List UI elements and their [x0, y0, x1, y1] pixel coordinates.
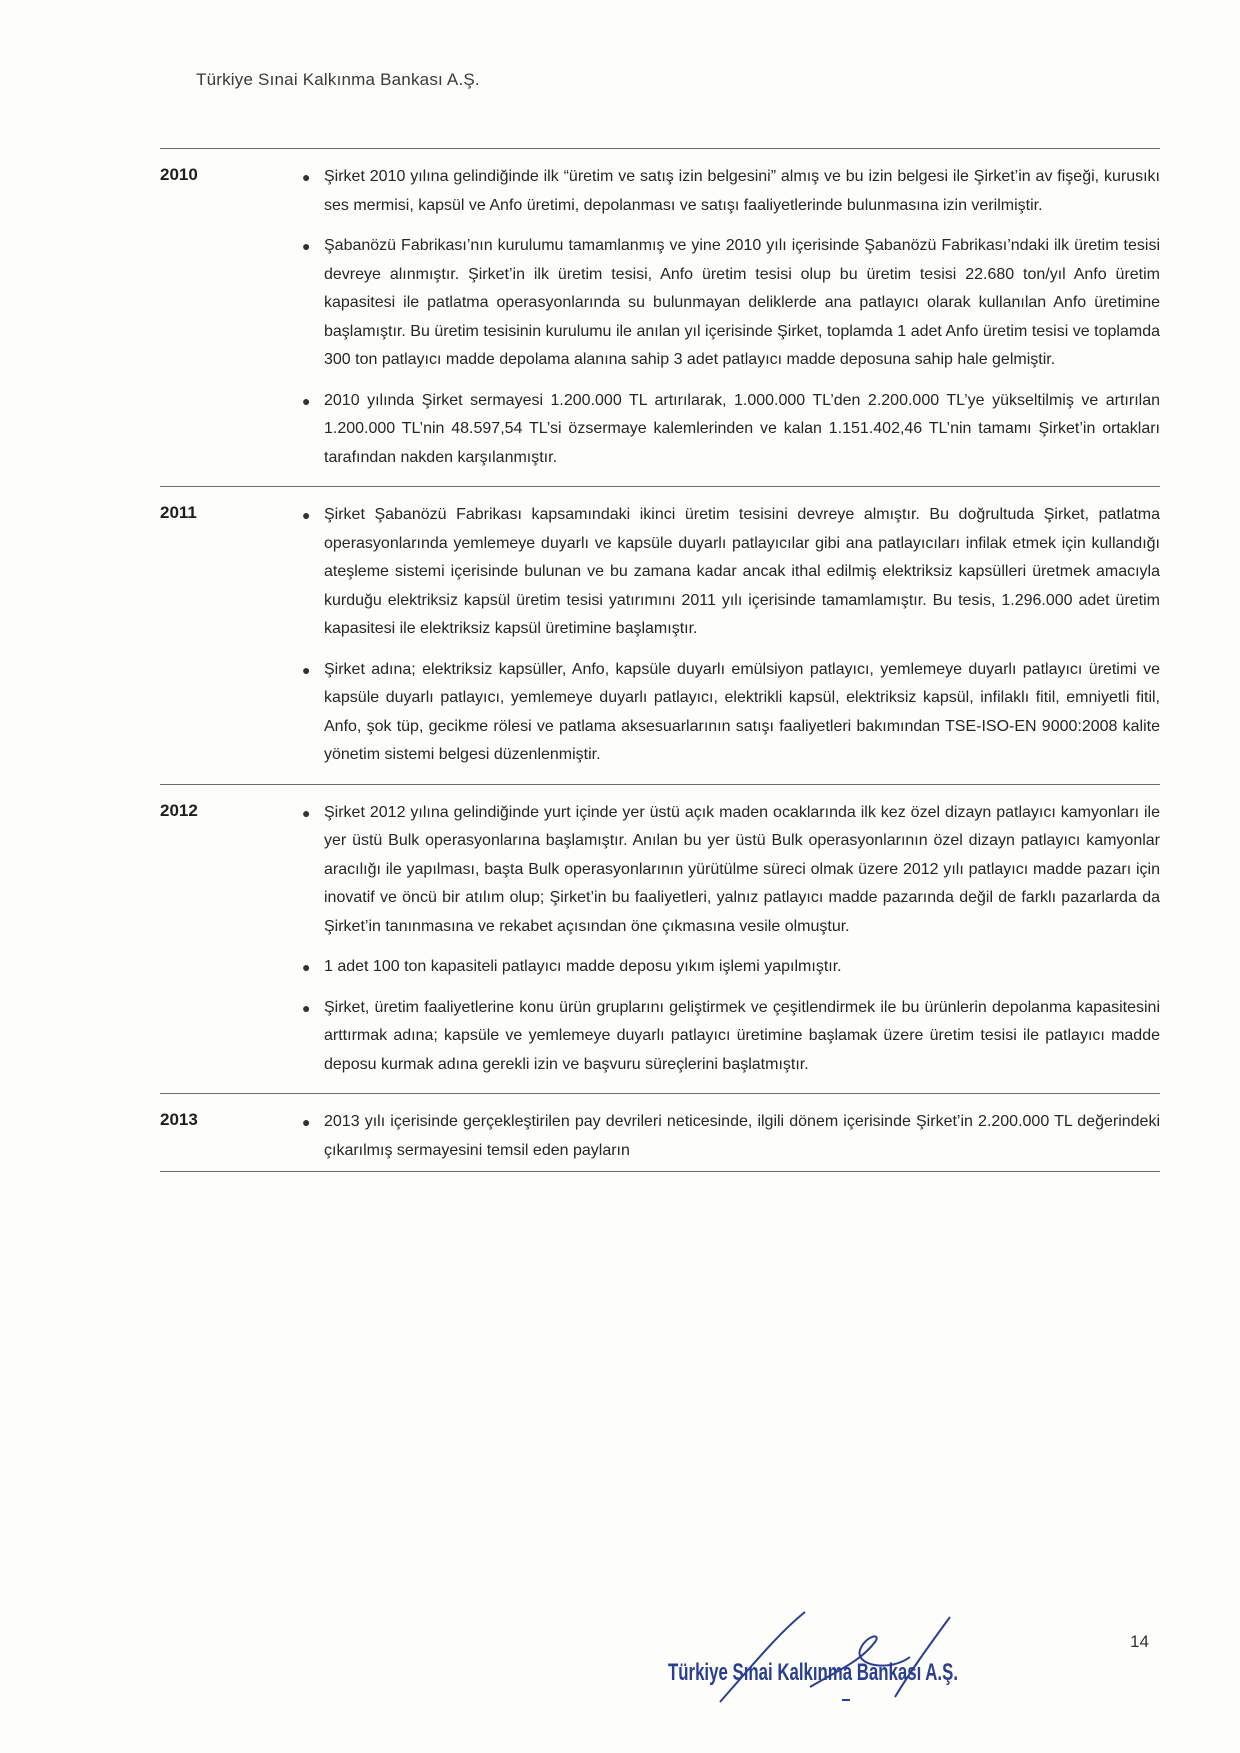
bullet-text: Şabanözü Fabrikası’nın kurulumu tamamlanmış ve yine 2010 yılı içerisinde Şabanözü Fabrikası’ndaki ilk üretim tesisi devreye alınmıştır. Şirket’in ilk üretim tesisi, Anfo üretim tesisi olup bu üretim tesisi 22.680 ton/yıl Anfo üretim kapasitesi ile patlatma operasyonlarında su bulunmayan deliklerde ana patlayıcı olarak kullanılan Anfo üretimine başlamıştır. Bu üretim tesisinin kurulumu ile anılan yıl içerisinde Şirket, toplamda 1 adet Anfo üretim tesisi ve toplamda 300 ton patlayıcı madde depolama alanına sahip 3 adet patlayıcı madde deposuna sahip hale gelmiştir. [324, 237, 1160, 368]
year-label: 2013 [160, 1110, 198, 1129]
year-block-2010 [160, 148, 1160, 486]
bullet-text: Şirket adına; elektriksiz kapsüller, Anfo, kapsüle duyarlı emülsiyon patlayıcı, yemlemeye duyarlı patlayıcı üretimi ve kapsüle duyarlı patlayıcı, yemlemeye duyarlı patlayıcı, elektrikli kapsül, elektriksiz kapsül, infilaklı fitil, emniyetli fitil, Anfo, şok tüp, gecikme rölesi ve patlama aksesuarlarının satışı faaliyetleri bakımından TSE-ISO-EN 9000:2008 kalite yönetim sistemi belgesi düzenlenmiştir. [324, 660, 1160, 763]
bullet-text: 2010 yılında Şirket sermayesi 1.200.000 TL artırılarak, 1.000.000 TL’den 2.200.000 TL’ye yükseltilmiş ve artırılan 1.200.000 TL’nin 48.597,54 TL’si özsermaye kalemlerinden ve kalan 1.151.402,46 TL’nin tamamı Şirket’in ortakları tarafından nakden karşılanmıştır. [324, 391, 1160, 466]
bullet-dot-icon: ● [302, 804, 311, 821]
year-block-2012 [160, 784, 1160, 1094]
bullet-text: Şirket 2012 yılına gelindiğinde yurt içinde yer üstü açık maden ocaklarında ilk kez özel dizayn patlayıcı kamyonları ile yer üstü Bulk operasyonlarına başlamıştır. Anılan bu yer üstü Bulk operasyonlarının özel dizayn patlayıcı kamyonlar aracılığı ile yapılması, başta Bulk operasyonlarının yürütülme süreci olmak üzere 2012 yılı patlayıcı madde pazarı için inovatif ve öncü bir atılım olup; Şirket’in bu faaliyetleri, yalnız patlayıcı madde pazarında değil de farklı pazarlarda da Şirket’in tanınmasına ve rekabet açısından öne çıkmasına vesile olmuştur. [324, 803, 1160, 935]
bullet-item [300, 656, 1160, 770]
bullet-item [300, 953, 1160, 982]
bullet-dot-icon: ● [302, 392, 311, 409]
bullet-dot-icon: ● [302, 959, 311, 975]
bullet-text: 2013 yılı içerisinde gerçekleştirilen pay devrileri neticesinde, ilgili dönem içerisinde Şirket’in 2.200.000 TL değerindeki çıkarılmış sermayesini temsil eden payların [324, 1113, 1160, 1159]
bullet-text: Şirket Şabanözü Fabrikası kapsamındaki ikinci üretim tesisini devreye almıştır. Bu doğrultuda Şirket, patlatma operasyonlarında yemlemeye duyarlı ve kapsüle duyarlı patlayıcılar gibi ana patlayıcıları infilak etmek için kullandığı ateşleme sistemi içerisinde bulunan ve bu zamana kadar ancak ithal edilmiş elektriksiz kapsülleri üretmek amacıyla kurduğu elektriksiz kapsül üretim tesisi yatırımını 2011 yılı içerisinde tamamlamıştır. Bu tesis, 1.296.000 adet üretim kapasitesi ile elektriksiz kapsül üretimine başlamıştır. [324, 506, 1160, 637]
bullet-item [300, 163, 1160, 220]
bullet-item [300, 501, 1160, 644]
bullet-item [300, 799, 1160, 942]
year-block-2013 [160, 1093, 1160, 1172]
bullet-item [300, 1108, 1160, 1165]
bullet-item [300, 387, 1160, 473]
bullet-dot-icon: ● [302, 661, 311, 678]
bullet-list [300, 799, 1160, 1080]
bullet-text: 1 adet 100 ton kapasiteli patlayıcı madde deposu yıkım işlemi yapılmıştır. [324, 958, 842, 975]
bullet-dot-icon: ● [302, 1114, 311, 1130]
timeline-table [160, 148, 1160, 1172]
year-label: 2011 [160, 503, 197, 522]
page-header: Türkiye Sınai Kalkınma Bankası A.Ş. [196, 70, 480, 89]
bullet-dot-icon: ● [302, 507, 311, 523]
bullet-list [300, 1108, 1160, 1165]
bullet-dot-icon: ● [302, 999, 311, 1016]
bullet-list [300, 163, 1160, 472]
bullet-text: Şirket, üretim faaliyetlerine konu ürün gruplarını geliştirmek ve çeşitlendirmek ile bu ürünlerin depolanma kapasitesini arttırmak adına; kapsüle ve yemlemeye duyarlı patlayıcı üretimine başlamak üzere üretim tesisi ile patlayıcı madde deposu kurmak adına gerekli izin ve başvuru süreçlerini başlatmıştır. [324, 998, 1160, 1073]
page-number: 14 [1130, 1632, 1149, 1651]
stamp-text: Türkiye Sınai Kalkınma Bankası A.Ş. [668, 1659, 958, 1686]
year-label: 2010 [160, 165, 198, 184]
year-label: 2012 [160, 800, 198, 820]
page-footer [0, 1590, 1240, 1710]
bullet-dot-icon: ● [302, 169, 311, 185]
signature-stroke [720, 1612, 805, 1702]
company-stamp-signature [660, 1602, 1010, 1712]
bullet-list [300, 501, 1160, 770]
bullet-item [300, 232, 1160, 375]
bullet-text: Şirket 2010 yılına gelindiğinde ilk “üretim ve satış izin belgesini” almış ve bu izin belgesi ile Şirket’in av fişeği, kurusıkı ses mermisi, kapsül ve Anfo üretimi, depolanması ve satışı faaliyetlerinde bulunmasına izin verilmiştir. [324, 168, 1160, 214]
year-block-2011 [160, 486, 1160, 784]
bullet-dot-icon: ● [302, 238, 311, 254]
bullet-item [300, 994, 1160, 1080]
